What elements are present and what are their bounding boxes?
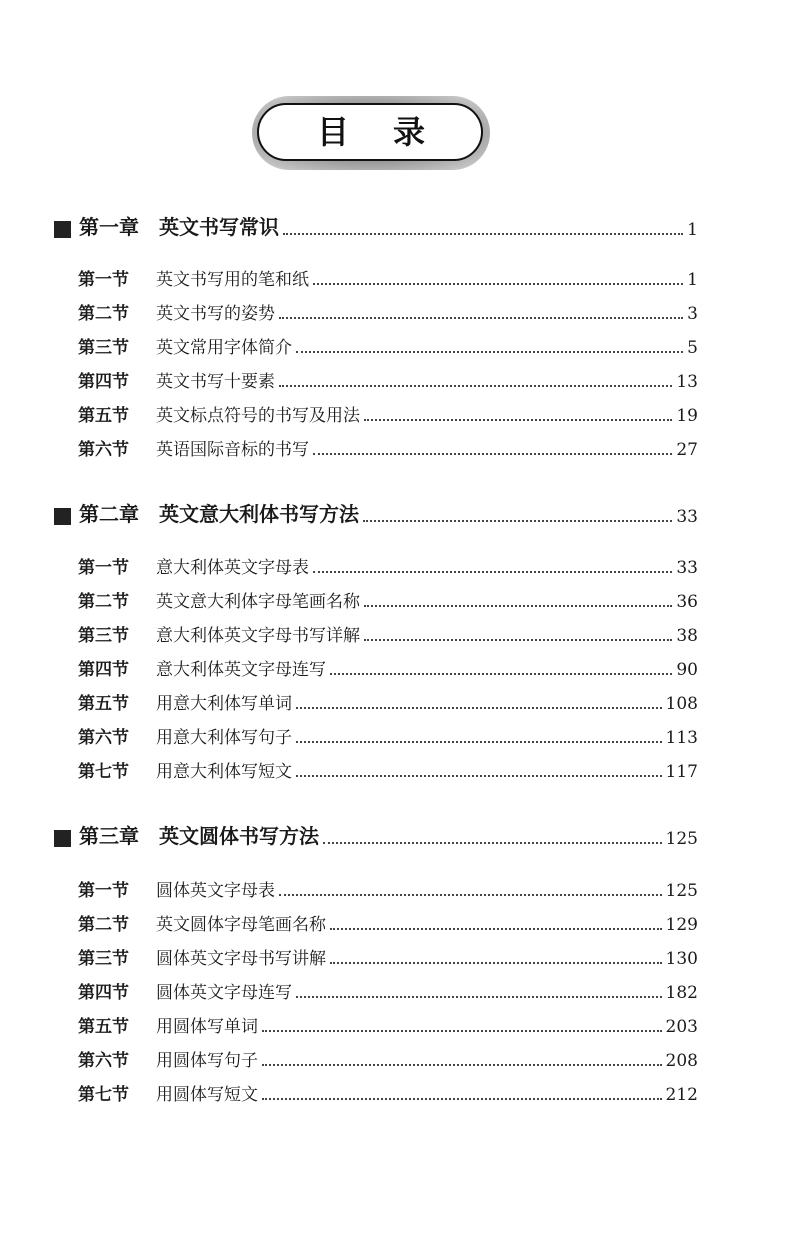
section-entry[interactable]	[78, 433, 698, 463]
chapter-entry[interactable]	[54, 500, 698, 530]
page-number: 36	[676, 592, 698, 612]
page-number: 13	[676, 372, 698, 392]
section-number: 第四节	[78, 983, 129, 1003]
page-number: 125	[665, 881, 698, 901]
section-entry[interactable]	[78, 331, 698, 361]
dot-leader	[279, 894, 662, 896]
section-title: 英文常用字体简介	[156, 338, 292, 358]
dot-leader	[330, 962, 662, 964]
section-entry[interactable]	[78, 619, 698, 649]
section-entry[interactable]	[78, 263, 698, 293]
section-entry[interactable]	[78, 976, 698, 1006]
section-title: 用意大利体写句子	[156, 728, 292, 748]
section-title: 用意大利体写短文	[156, 762, 292, 782]
dot-leader	[283, 233, 683, 235]
chapter-square-icon	[54, 830, 71, 847]
section-title: 圆体英文字母书写讲解	[156, 949, 326, 969]
section-entry[interactable]	[78, 908, 698, 938]
dot-leader	[364, 605, 672, 607]
dot-leader	[279, 385, 672, 387]
section-number: 第五节	[78, 1017, 129, 1037]
section-entry[interactable]	[78, 365, 698, 395]
chapter-title: 英文意大利体书写方法	[159, 502, 359, 526]
section-title: 圆体英文字母连写	[156, 983, 292, 1003]
section-entry[interactable]	[78, 687, 698, 717]
section-number: 第一节	[78, 881, 129, 901]
section-title: 英文标点符号的书写及用法	[156, 406, 360, 426]
dot-leader	[262, 1064, 662, 1066]
section-title: 用圆体写短文	[156, 1085, 258, 1105]
section-number: 第七节	[78, 762, 129, 782]
chapter-entry[interactable]	[54, 213, 698, 243]
page-number: 1	[687, 220, 698, 240]
page-number: 38	[676, 626, 698, 646]
page-number: 19	[676, 406, 698, 426]
section-number: 第一节	[78, 558, 129, 578]
page-number: 108	[665, 694, 698, 714]
section-number: 第五节	[78, 694, 129, 714]
chapter-number: 第一章	[79, 215, 139, 239]
page-number: 90	[676, 660, 698, 680]
section-entry[interactable]	[78, 653, 698, 683]
dot-leader	[313, 453, 672, 455]
section-title: 意大利体英文字母书写详解	[156, 626, 360, 646]
toc-title-frame	[252, 96, 490, 170]
dot-leader	[296, 775, 662, 777]
chapter-square-icon	[54, 508, 71, 525]
chapter-number: 第三章	[79, 824, 139, 848]
page-number: 125	[665, 829, 698, 849]
section-entry[interactable]	[78, 297, 698, 327]
chapter-number: 第二章	[79, 502, 139, 526]
section-entry[interactable]	[78, 942, 698, 972]
dot-leader	[330, 928, 662, 930]
section-number: 第二节	[78, 915, 129, 935]
page-number: 33	[676, 507, 698, 527]
page-number: 130	[665, 949, 698, 969]
page-number: 117	[665, 762, 698, 782]
section-number: 第五节	[78, 406, 129, 426]
section-number: 第六节	[78, 440, 129, 460]
page-number: 182	[665, 983, 698, 1003]
dot-leader	[364, 419, 672, 421]
section-number: 第七节	[78, 1085, 129, 1105]
section-entry[interactable]	[78, 755, 698, 785]
dot-leader	[313, 571, 672, 573]
section-title: 用意大利体写单词	[156, 694, 292, 714]
section-entry[interactable]	[78, 585, 698, 615]
section-entry[interactable]	[78, 551, 698, 581]
section-title: 用圆体写单词	[156, 1017, 258, 1037]
toc-title-box	[257, 103, 483, 161]
dot-leader	[279, 317, 683, 319]
section-entry[interactable]	[78, 874, 698, 904]
dot-leader	[313, 283, 683, 285]
section-number: 第六节	[78, 1051, 129, 1071]
dot-leader	[296, 707, 662, 709]
section-title: 用圆体写句子	[156, 1051, 258, 1071]
section-entry[interactable]	[78, 1078, 698, 1108]
page-number: 212	[665, 1085, 698, 1105]
section-title: 英文圆体字母笔画名称	[156, 915, 326, 935]
toc-title-char-2: 录	[393, 113, 426, 151]
dot-leader	[330, 673, 672, 675]
page-number: 208	[665, 1051, 698, 1071]
section-title: 英文书写十要素	[156, 372, 275, 392]
toc-title-char-1: 目	[317, 113, 350, 151]
section-title: 圆体英文字母表	[156, 881, 275, 901]
section-entry[interactable]	[78, 721, 698, 751]
section-title: 英文意大利体字母笔画名称	[156, 592, 360, 612]
section-title: 英文书写的姿势	[156, 304, 275, 324]
section-number: 第三节	[78, 949, 129, 969]
dot-leader	[262, 1098, 662, 1100]
page-number: 27	[676, 440, 698, 460]
section-title: 意大利体英文字母连写	[156, 660, 326, 680]
section-entry[interactable]	[78, 399, 698, 429]
page-number: 3	[687, 304, 698, 324]
section-entry[interactable]	[78, 1010, 698, 1040]
section-number: 第二节	[78, 592, 129, 612]
section-number: 第二节	[78, 304, 129, 324]
section-number: 第三节	[78, 626, 129, 646]
dot-leader	[296, 996, 662, 998]
chapter-square-icon	[54, 221, 71, 238]
chapter-entry[interactable]	[54, 822, 698, 852]
dot-leader	[363, 520, 672, 522]
section-title: 意大利体英文字母表	[156, 558, 309, 578]
section-number: 第六节	[78, 728, 129, 748]
dot-leader	[323, 842, 662, 844]
dot-leader	[262, 1030, 662, 1032]
page-number: 203	[665, 1017, 698, 1037]
section-entry[interactable]	[78, 1044, 698, 1074]
dot-leader	[296, 351, 683, 353]
page-number: 33	[676, 558, 698, 578]
section-number: 第四节	[78, 372, 129, 392]
chapter-title: 英文圆体书写方法	[159, 824, 319, 848]
section-number: 第一节	[78, 270, 129, 290]
page-number: 129	[665, 915, 698, 935]
section-number: 第三节	[78, 338, 129, 358]
section-title: 英语国际音标的书写	[156, 440, 309, 460]
page-number: 5	[687, 338, 698, 358]
section-title: 英文书写用的笔和纸	[156, 270, 309, 290]
page-number: 113	[665, 728, 698, 748]
dot-leader	[364, 639, 672, 641]
section-number: 第四节	[78, 660, 129, 680]
chapter-title: 英文书写常识	[159, 215, 279, 239]
page-number: 1	[687, 270, 698, 290]
dot-leader	[296, 741, 662, 743]
